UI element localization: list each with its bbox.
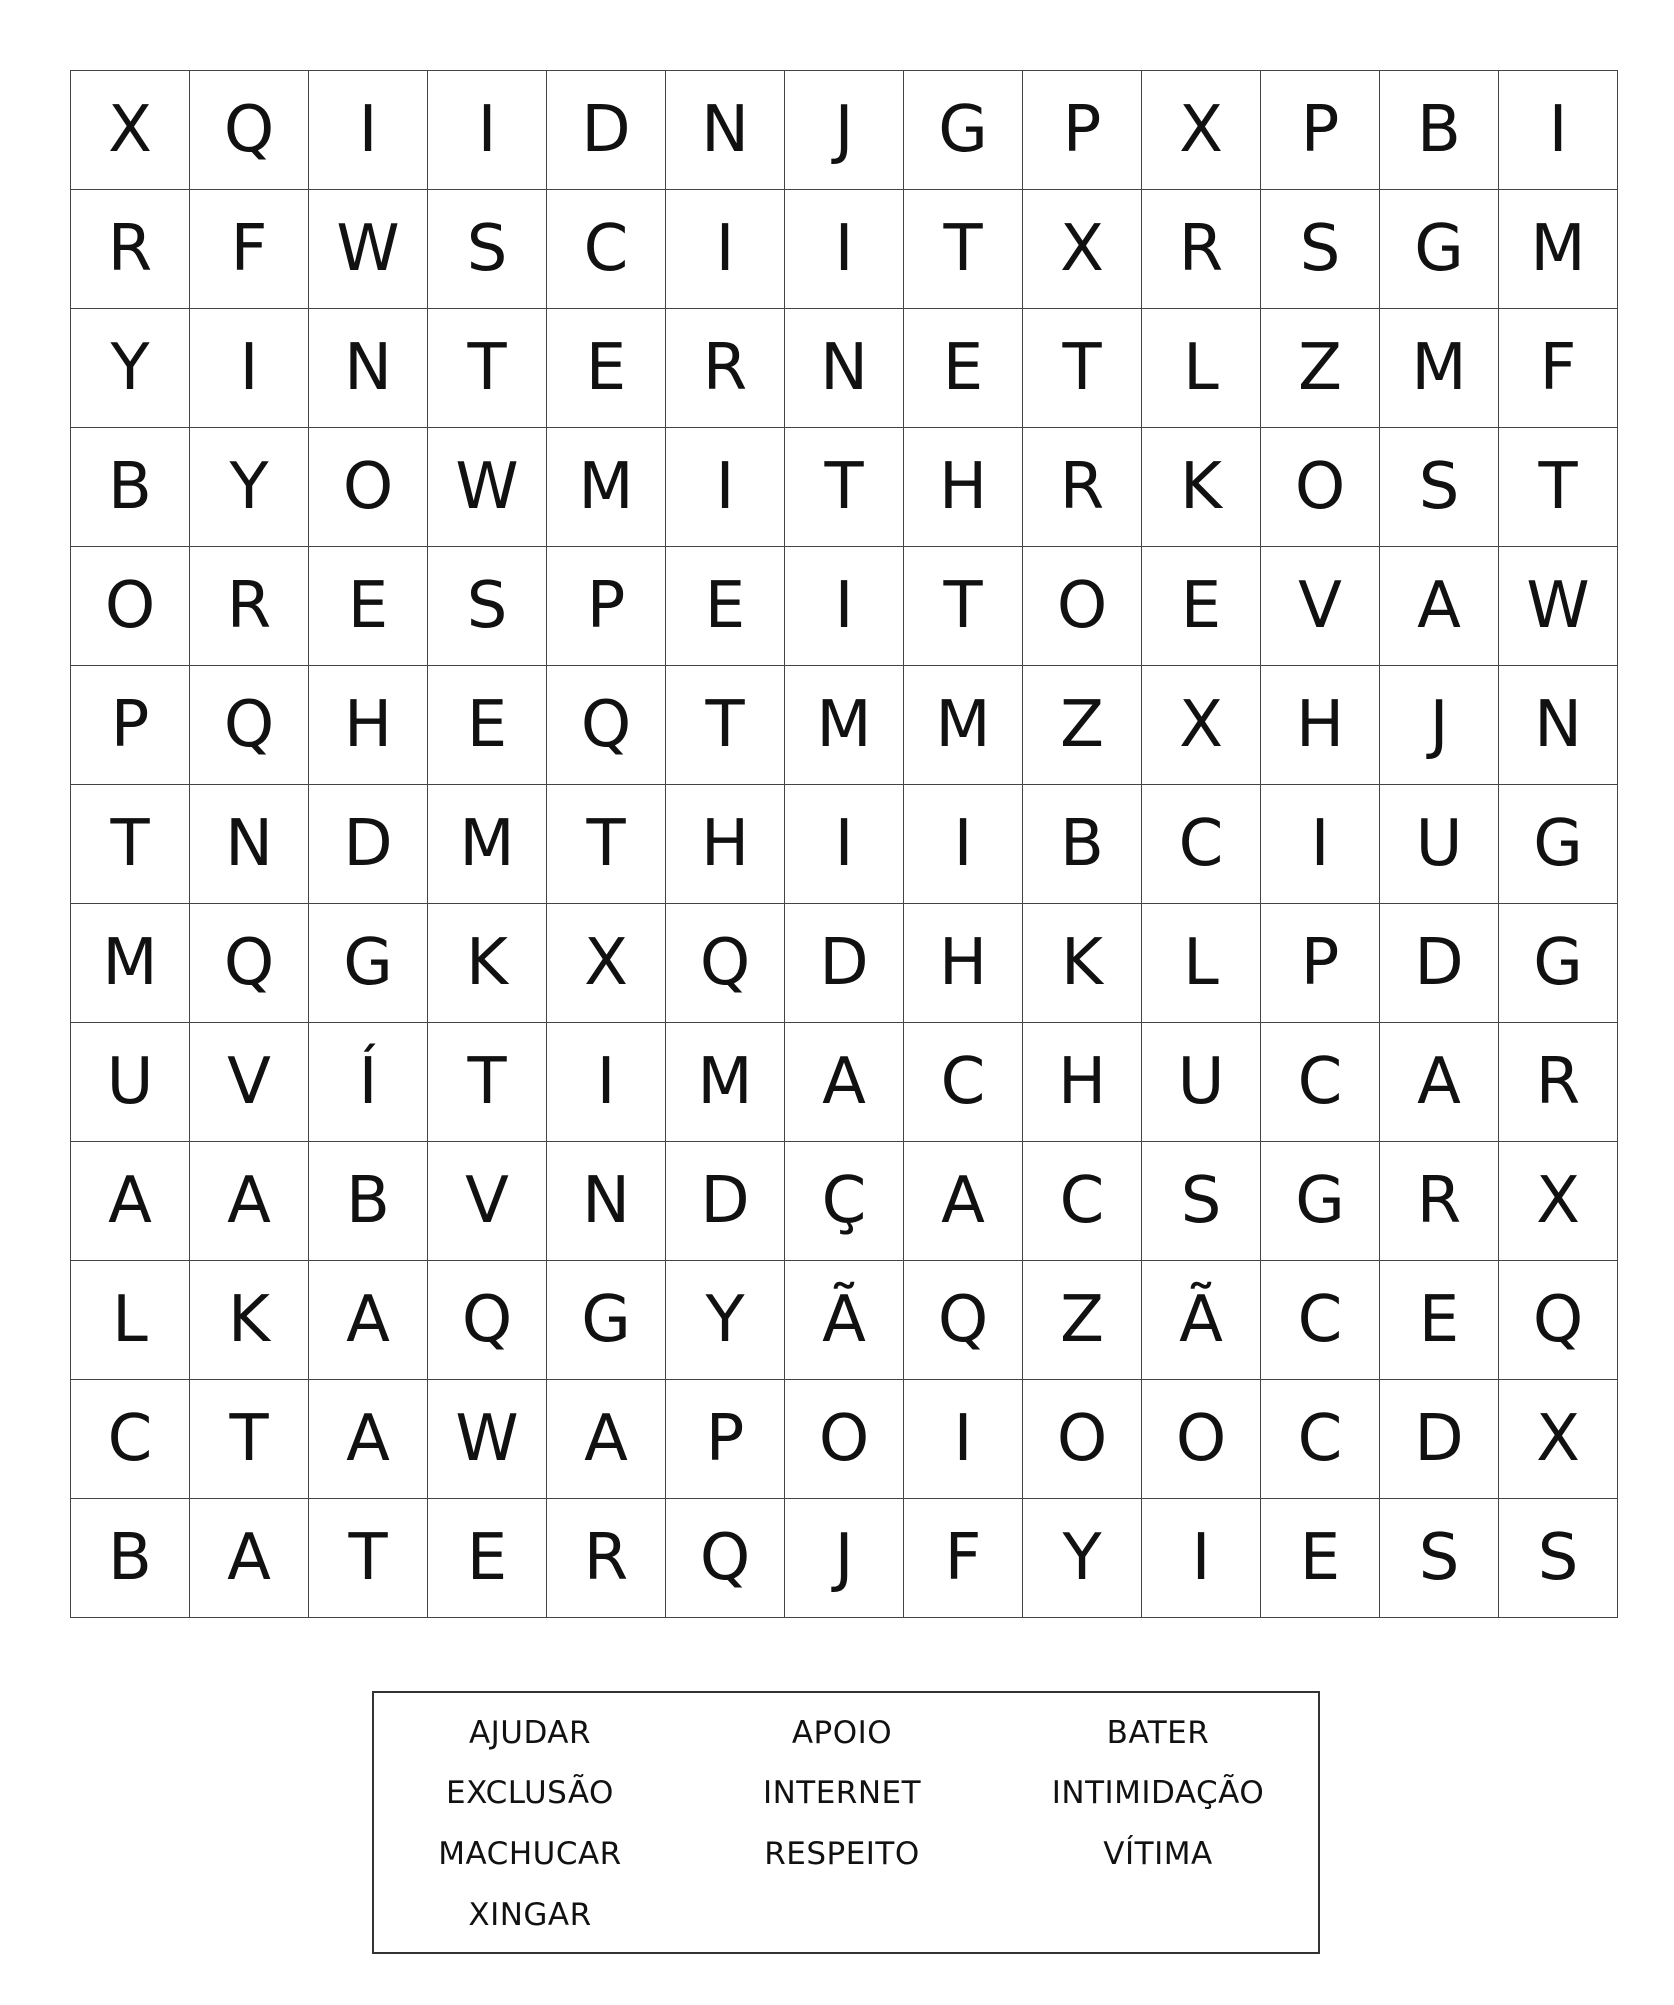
grid-cell[interactable]: T	[666, 666, 785, 785]
grid-cell[interactable]: R	[547, 1499, 666, 1618]
grid-cell[interactable]: M	[547, 428, 666, 547]
grid-cell[interactable]: A	[904, 1142, 1023, 1261]
word-list-item: BATER	[1106, 1715, 1210, 1751]
grid-cell[interactable]: O	[309, 428, 428, 547]
grid-cell[interactable]: O	[785, 1380, 904, 1499]
grid-cell[interactable]: V	[428, 1142, 547, 1261]
grid-cell[interactable]: E	[1261, 1499, 1380, 1618]
grid-cell[interactable]: E	[547, 309, 666, 428]
grid-cell[interactable]: D	[785, 904, 904, 1023]
grid-cell[interactable]: T	[1023, 309, 1142, 428]
grid-cell[interactable]: X	[1499, 1380, 1618, 1499]
grid-cell[interactable]: I	[785, 190, 904, 309]
grid-cell[interactable]: S	[1261, 190, 1380, 309]
grid-cell[interactable]: M	[785, 666, 904, 785]
grid-cell[interactable]: O	[1023, 1380, 1142, 1499]
grid-cell[interactable]: D	[666, 1142, 785, 1261]
grid-cell[interactable]: E	[1380, 1261, 1499, 1380]
grid-cell[interactable]: A	[1380, 1023, 1499, 1142]
grid-cell[interactable]: R	[1142, 190, 1261, 309]
grid-cell[interactable]: C	[904, 1023, 1023, 1142]
grid-cell[interactable]: I	[547, 1023, 666, 1142]
grid-cell[interactable]: N	[1499, 666, 1618, 785]
grid-cell[interactable]: I	[1499, 71, 1618, 190]
grid-cell[interactable]: A	[190, 1142, 309, 1261]
grid-cell[interactable]: Q	[666, 904, 785, 1023]
grid-cell[interactable]: A	[309, 1261, 428, 1380]
word-list-item: APOIO	[791, 1715, 893, 1751]
grid-cell[interactable]: K	[1023, 904, 1142, 1023]
grid-cell[interactable]: A	[785, 1023, 904, 1142]
grid-cell[interactable]: R	[190, 547, 309, 666]
grid-cell[interactable]: T	[190, 1380, 309, 1499]
grid-cell[interactable]: M	[666, 1023, 785, 1142]
grid-cell[interactable]: U	[1380, 785, 1499, 904]
grid-cell[interactable]: W	[309, 190, 428, 309]
grid-cell[interactable]: Ã	[1142, 1261, 1261, 1380]
word-list-item: AJUDAR	[468, 1715, 592, 1751]
grid-cell[interactable]: T	[904, 190, 1023, 309]
grid-cell[interactable]: G	[1261, 1142, 1380, 1261]
grid-cell[interactable]: H	[1023, 1023, 1142, 1142]
grid-cell[interactable]: T	[428, 309, 547, 428]
grid-cell[interactable]: Y	[71, 309, 190, 428]
grid-cell[interactable]: F	[904, 1499, 1023, 1618]
grid-cell[interactable]: T	[309, 1499, 428, 1618]
grid-cell[interactable]: A	[547, 1380, 666, 1499]
grid-cell[interactable]: B	[1023, 785, 1142, 904]
grid-cell[interactable]: S	[1142, 1142, 1261, 1261]
word-list-item: VÍTIMA	[1103, 1836, 1213, 1872]
grid-cell[interactable]: V	[190, 1023, 309, 1142]
grid-cell[interactable]: S	[1380, 1499, 1499, 1618]
grid-cell[interactable]: F	[1499, 309, 1618, 428]
grid-cell[interactable]: W	[428, 1380, 547, 1499]
grid-cell[interactable]: S	[428, 190, 547, 309]
grid-cell[interactable]: L	[1142, 904, 1261, 1023]
word-list-item: INTERNET	[762, 1775, 922, 1811]
grid-cell[interactable]: G	[309, 904, 428, 1023]
grid-cell[interactable]: Q	[547, 666, 666, 785]
grid-cell[interactable]: X	[1142, 666, 1261, 785]
grid-cell[interactable]: X	[1142, 71, 1261, 190]
grid-cell[interactable]: I	[904, 1380, 1023, 1499]
grid-cell[interactable]: W	[1499, 547, 1618, 666]
grid-cell[interactable]: M	[428, 785, 547, 904]
word-list-item: EXCLUSÃO	[446, 1775, 614, 1811]
grid-cell[interactable]: J	[785, 1499, 904, 1618]
grid-cell[interactable]: R	[1023, 428, 1142, 547]
letter-grid	[70, 70, 1618, 1618]
grid-cell[interactable]: M	[71, 904, 190, 1023]
grid-cell[interactable]: T	[428, 1023, 547, 1142]
grid-cell[interactable]: I	[666, 190, 785, 309]
grid-cell[interactable]: G	[904, 71, 1023, 190]
grid-cell[interactable]: W	[428, 428, 547, 547]
grid-cell[interactable]: P	[71, 666, 190, 785]
word-list-item: XINGAR	[468, 1897, 592, 1933]
grid-cell[interactable]: A	[190, 1499, 309, 1618]
grid-cell[interactable]: C	[1261, 1380, 1380, 1499]
grid-cell[interactable]: Y	[1023, 1499, 1142, 1618]
grid-cell[interactable]: G	[1499, 785, 1618, 904]
grid-cell[interactable]: A	[309, 1380, 428, 1499]
grid-cell[interactable]: Y	[190, 428, 309, 547]
grid-cell[interactable]: P	[666, 1380, 785, 1499]
grid-cell[interactable]: Q	[666, 1499, 785, 1618]
grid-cell[interactable]: O	[1261, 428, 1380, 547]
grid-cell[interactable]: H	[309, 666, 428, 785]
grid-cell[interactable]: K	[190, 1261, 309, 1380]
grid-cell[interactable]: I	[904, 785, 1023, 904]
grid-cell[interactable]: M	[1380, 309, 1499, 428]
grid-cell[interactable]: X	[71, 71, 190, 190]
grid-cell[interactable]: I	[785, 785, 904, 904]
grid-cell[interactable]: Q	[190, 904, 309, 1023]
grid-cell[interactable]: U	[71, 1023, 190, 1142]
grid-cell[interactable]: Z	[1261, 309, 1380, 428]
grid-cell[interactable]: Z	[1023, 666, 1142, 785]
grid-cell[interactable]: Q	[190, 71, 309, 190]
grid-cell[interactable]: N	[666, 71, 785, 190]
word-list-item: MACHUCAR	[438, 1836, 622, 1872]
grid-cell[interactable]: E	[428, 1499, 547, 1618]
grid-cell[interactable]: E	[904, 309, 1023, 428]
grid-cell[interactable]: P	[1023, 71, 1142, 190]
grid-cell[interactable]: I	[666, 428, 785, 547]
grid-cell[interactable]: P	[1261, 71, 1380, 190]
grid-cell[interactable]: H	[904, 428, 1023, 547]
grid-cell[interactable]: Y	[666, 1261, 785, 1380]
grid-cell[interactable]: I	[428, 71, 547, 190]
grid-cell[interactable]: T	[547, 785, 666, 904]
grid-cell[interactable]: F	[190, 190, 309, 309]
grid-cell[interactable]: N	[785, 309, 904, 428]
grid-cell[interactable]: N	[547, 1142, 666, 1261]
grid-cell[interactable]: H	[904, 904, 1023, 1023]
grid-cell[interactable]: B	[1380, 71, 1499, 190]
grid-cell[interactable]: A	[1380, 547, 1499, 666]
grid-cell[interactable]: H	[1261, 666, 1380, 785]
grid-cell[interactable]: E	[1142, 547, 1261, 666]
grid-cell[interactable]: S	[1380, 428, 1499, 547]
grid-cell[interactable]: U	[1142, 1023, 1261, 1142]
grid-cell[interactable]: Q	[428, 1261, 547, 1380]
grid-cell[interactable]: I	[190, 309, 309, 428]
grid-cell[interactable]: C	[547, 190, 666, 309]
grid-cell[interactable]: E	[309, 547, 428, 666]
grid-cell[interactable]: X	[1023, 190, 1142, 309]
grid-cell[interactable]: Q	[190, 666, 309, 785]
grid-cell[interactable]: I	[1142, 1499, 1261, 1618]
grid-cell[interactable]: C	[1142, 785, 1261, 904]
grid-cell[interactable]: K	[1142, 428, 1261, 547]
grid-cell[interactable]: D	[1380, 1380, 1499, 1499]
grid-cell[interactable]: J	[785, 71, 904, 190]
grid-cell[interactable]: B	[309, 1142, 428, 1261]
grid-cell[interactable]: A	[71, 1142, 190, 1261]
grid-cell[interactable]: J	[1380, 666, 1499, 785]
grid-cell[interactable]: E	[666, 547, 785, 666]
grid-cell[interactable]: Í	[309, 1023, 428, 1142]
grid-cell[interactable]: X	[1499, 1142, 1618, 1261]
grid-cell[interactable]: L	[1142, 309, 1261, 428]
grid-cell[interactable]: C	[1261, 1261, 1380, 1380]
grid-cell[interactable]: R	[1499, 1023, 1618, 1142]
grid-cell[interactable]: Ç	[785, 1142, 904, 1261]
grid-cell[interactable]: M	[904, 666, 1023, 785]
grid-cell[interactable]: V	[1261, 547, 1380, 666]
grid-cell[interactable]: T	[904, 547, 1023, 666]
grid-cell[interactable]: O	[1142, 1380, 1261, 1499]
grid-cell[interactable]: Z	[1023, 1261, 1142, 1380]
grid-cell[interactable]: C	[1023, 1142, 1142, 1261]
grid-cell[interactable]: M	[1499, 190, 1618, 309]
grid-cell[interactable]: O	[1023, 547, 1142, 666]
grid-cell[interactable]: C	[71, 1380, 190, 1499]
grid-cell[interactable]: B	[71, 428, 190, 547]
grid-cell[interactable]: L	[71, 1261, 190, 1380]
grid-cell[interactable]: P	[547, 547, 666, 666]
grid-cell[interactable]: X	[547, 904, 666, 1023]
grid-cell[interactable]: I	[1261, 785, 1380, 904]
grid-cell[interactable]: D	[547, 71, 666, 190]
grid-cell[interactable]: N	[309, 309, 428, 428]
grid-cell[interactable]: G	[1380, 190, 1499, 309]
grid-cell[interactable]: I	[785, 547, 904, 666]
grid-cell[interactable]: G	[547, 1261, 666, 1380]
grid-cell[interactable]: C	[1261, 1023, 1380, 1142]
grid-cell[interactable]: D	[309, 785, 428, 904]
grid-cell[interactable]: R	[666, 309, 785, 428]
grid-cell[interactable]: D	[1380, 904, 1499, 1023]
grid-cell[interactable]: S	[428, 547, 547, 666]
grid-cell[interactable]: Q	[904, 1261, 1023, 1380]
grid-cell[interactable]: R	[1380, 1142, 1499, 1261]
grid-cell[interactable]: T	[785, 428, 904, 547]
word-list-item: RESPEITO	[764, 1836, 920, 1872]
grid-cell[interactable]: G	[1499, 904, 1618, 1023]
grid-cell[interactable]: T	[71, 785, 190, 904]
grid-cell[interactable]: H	[666, 785, 785, 904]
grid-cell[interactable]: O	[71, 547, 190, 666]
grid-cell[interactable]: B	[71, 1499, 190, 1618]
grid-cell[interactable]: Ã	[785, 1261, 904, 1380]
grid-cell[interactable]: P	[1261, 904, 1380, 1023]
grid-cell[interactable]: K	[428, 904, 547, 1023]
grid-cell[interactable]: R	[71, 190, 190, 309]
word-list-item: INTIMIDAÇÃO	[1051, 1775, 1265, 1811]
grid-cell[interactable]: Q	[1499, 1261, 1618, 1380]
grid-cell[interactable]: E	[428, 666, 547, 785]
grid-cell[interactable]: S	[1499, 1499, 1618, 1618]
grid-cell[interactable]: I	[309, 71, 428, 190]
grid-cell[interactable]: T	[1499, 428, 1618, 547]
grid-cell[interactable]: N	[190, 785, 309, 904]
word-list-box	[372, 1691, 1320, 1954]
